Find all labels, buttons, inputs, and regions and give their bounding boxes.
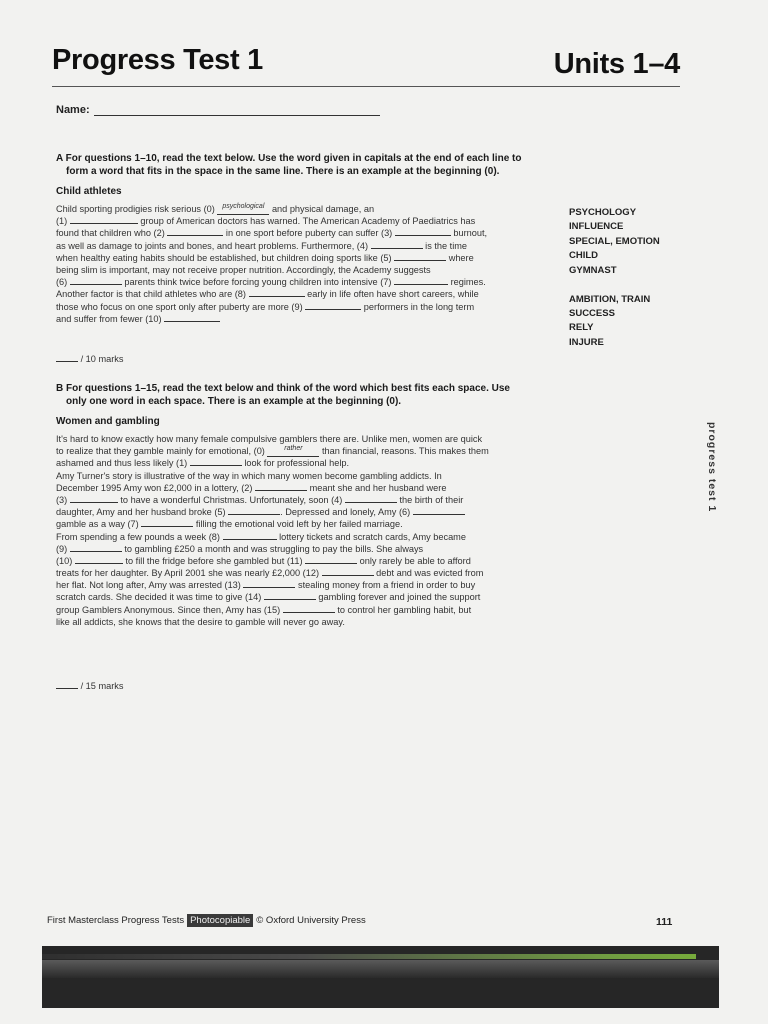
example-answer: rather (267, 445, 319, 457)
text-fragment: and physical damage, an (271, 204, 375, 214)
section-a-instruction-line2: form a word that fits in the space in the same line. There is an example at the beginning (0). (66, 166, 500, 177)
answer-blank[interactable] (70, 276, 122, 285)
text-fragment: group of American doctors has warned. The American Academy of Paediatrics has (140, 216, 476, 227)
keyword: INJURE (569, 336, 604, 348)
answer-blank[interactable] (75, 555, 123, 564)
text-fragment: being slim is important, may not receive proper nutrition. Accordingly, the Academy suggests (56, 264, 431, 275)
score-blank[interactable] (56, 680, 78, 689)
answer-blank[interactable] (228, 506, 280, 515)
text-line (56, 445, 548, 457)
section-b-instruction-line1: B For questions 1–15, read the text below and think of the word which best fits each space. Use (56, 383, 510, 394)
text-fragment: Amy Turner's story is illustrative of the way in which many women become gambling addicts. In (56, 470, 442, 481)
answer-blank[interactable] (164, 313, 220, 322)
sidebar-label: progress test 1 (706, 422, 718, 513)
answer-blank[interactable] (167, 227, 223, 236)
name-row (56, 104, 380, 116)
section-a-instructions (56, 152, 521, 178)
section-b-text (56, 433, 548, 628)
text-line (56, 531, 548, 543)
text-fragment: to control her gambling habit, but (337, 604, 472, 615)
text-fragment: those who focus on one sport only after puberty are more (9) (56, 301, 303, 312)
text-fragment: to gambling £250 a month and was struggling to pay the bills. She always (124, 543, 424, 554)
text-line (56, 567, 548, 579)
text-line (56, 506, 548, 518)
text-line (56, 215, 548, 227)
answer-blank[interactable] (70, 543, 122, 552)
answer-blank[interactable] (394, 252, 446, 261)
text-fragment: in one sport before puberty can suffer (3) (225, 228, 393, 239)
footer (47, 914, 366, 927)
scanner-accent (42, 954, 696, 959)
text-fragment: to fill the fridge before she gambled but (11) (125, 555, 303, 566)
question-number: (6) (56, 277, 68, 288)
name-field[interactable] (94, 104, 380, 116)
text-fragment: meant she and her husband were (309, 482, 447, 493)
answer-blank[interactable] (322, 567, 374, 576)
page-number: 111 (656, 916, 673, 928)
text-line (56, 494, 548, 506)
text-line (56, 301, 548, 313)
text-line (56, 264, 548, 276)
text-fragment: treats for her daughter. By April 2001 she was nearly £2,000 (12) (56, 568, 320, 579)
example-answer: psychological (217, 203, 269, 215)
name-label: Name: (56, 104, 90, 116)
text-fragment: gamble as a way (7) (56, 519, 139, 530)
text-line (56, 591, 548, 603)
section-b-heading: Women and gambling (56, 416, 160, 427)
section-a-heading: Child athletes (56, 186, 122, 197)
text-line (56, 240, 548, 252)
text-fragment: the birth of their (399, 494, 464, 505)
question-number: (10) (56, 555, 73, 566)
footer-series: First Masterclass Progress Tests (47, 915, 185, 926)
text-line (56, 604, 548, 616)
marks-label: / 15 marks (80, 681, 124, 691)
text-fragment: performers in the long term (363, 301, 475, 312)
text-fragment: parents think twice before forcing young children into intensive (7) (124, 277, 392, 288)
text-line (56, 555, 548, 567)
page-title: Progress Test 1 (52, 44, 263, 76)
text-line (56, 252, 548, 264)
text-fragment: stealing money from a friend in order to buy (297, 580, 476, 591)
answer-blank[interactable] (141, 518, 193, 527)
text-line (56, 313, 548, 325)
text-line (56, 518, 548, 530)
text-fragment: Another factor is that child athletes who are (8) (56, 289, 246, 300)
text-fragment: scratch cards. She decided it was time to give (14) (56, 592, 262, 603)
section-b-instructions (56, 382, 510, 408)
answer-blank[interactable] (70, 494, 118, 503)
text-line (56, 543, 548, 555)
text-line (56, 457, 548, 469)
text-fragment: daughter, Amy and her husband broke (5) (56, 507, 226, 518)
keyword-column (569, 206, 660, 350)
answer-blank[interactable] (283, 604, 335, 613)
text-fragment: Child sporting prodigies risk serious (0) (56, 204, 215, 214)
answer-blank[interactable] (249, 288, 305, 297)
units-heading: Units 1–4 (553, 48, 680, 80)
answer-blank[interactable] (371, 240, 423, 249)
answer-blank[interactable] (394, 276, 448, 285)
text-line (56, 482, 548, 494)
text-fragment: It's hard to know exactly how many female compulsive gamblers there are. Unlike men, women are quick (56, 434, 483, 444)
text-fragment: gambling forever and joined the support (318, 592, 481, 603)
keyword: INFLUENCE (569, 221, 624, 233)
text-fragment: burnout, (453, 228, 488, 239)
text-fragment: filling the emotional void left by her failed marriage. (195, 519, 403, 530)
marks-label: / 10 marks (80, 354, 124, 364)
score-blank[interactable] (56, 353, 78, 362)
text-fragment: regimes. (450, 277, 486, 288)
text-fragment: is the time (425, 240, 468, 251)
answer-blank[interactable] (255, 482, 307, 491)
text-fragment: to realize that they gamble mainly for emotional, (0) (56, 446, 265, 457)
text-fragment: where (448, 252, 474, 263)
question-number: (1) (56, 216, 68, 227)
footer-publisher: © Oxford University Press (256, 915, 366, 926)
keyword: CHILD (569, 250, 599, 262)
text-fragment: group Gamblers Anonymous. Since then, Amy has (15) (56, 604, 281, 615)
question-number: (9) (56, 543, 68, 554)
text-fragment: look for professional help. (244, 458, 350, 469)
answer-blank[interactable] (243, 579, 295, 588)
text-fragment: early in life often have short careers, while (307, 289, 479, 300)
keyword: SUCCESS (569, 308, 615, 320)
text-fragment: when healthy eating habits should be established, but children doing sports like (5) (56, 252, 392, 263)
text-fragment: found that children who (2) (56, 228, 165, 239)
answer-blank[interactable] (70, 215, 138, 224)
text-fragment: ashamed and thus less likely (1) (56, 458, 188, 469)
text-fragment: to have a wonderful Christmas. Unfortunately, soon (4) (120, 494, 343, 505)
text-line (56, 203, 548, 215)
text-fragment: and suffer from fewer (10) (56, 313, 162, 324)
answer-blank[interactable] (190, 457, 242, 466)
answer-blank[interactable] (305, 555, 357, 564)
section-a-instruction-line1: A For questions 1–10, read the text below. Use the word given in capitals at the end of each line to (56, 153, 522, 164)
scanner-sheen (42, 960, 719, 978)
keyword: AMBITION, TRAIN (569, 293, 651, 305)
scanner-edge (42, 946, 719, 1008)
text-line (56, 288, 548, 300)
answer-blank[interactable] (395, 227, 451, 236)
text-line (56, 579, 548, 591)
answer-blank[interactable] (223, 531, 277, 540)
answer-blank[interactable] (264, 591, 316, 600)
keyword: GYMNAST (569, 264, 617, 276)
header-rule (52, 86, 680, 87)
section-b-instruction-line2: only one word in each space. There is an example at the beginning (0). (66, 396, 402, 407)
text-line (56, 276, 548, 288)
text-line (56, 227, 548, 239)
text-fragment: as well as damage to joints and bones, and heart problems. Furthermore, (4) (56, 240, 369, 251)
text-fragment: only rarely be able to afford (359, 555, 471, 566)
photocopiable-badge: Photocopiable (187, 914, 253, 927)
text-fragment: her flat. Not long after, Amy was arrested (13) (56, 580, 241, 591)
section-a-text (56, 203, 548, 325)
section-a-marks (56, 353, 123, 364)
text-fragment: December 1995 Amy won £2,000 in a lottery, (2) (56, 482, 253, 493)
answer-blank[interactable] (413, 506, 465, 515)
keyword: PSYCHOLOGY (569, 207, 637, 218)
text-fragment: like all addicts, she knows that the desire to gamble will never go away. (56, 616, 345, 627)
keyword: RELY (569, 322, 594, 334)
answer-blank[interactable] (345, 494, 397, 503)
text-line (56, 433, 548, 445)
text-fragment: than financial, reasons. This makes them (321, 446, 489, 457)
text-line (56, 470, 548, 482)
text-fragment: lottery tickets and scratch cards, Amy became (279, 531, 466, 542)
answer-blank[interactable] (305, 301, 361, 310)
text-fragment: From spending a few pounds a week (8) (56, 531, 220, 542)
text-fragment: . Depressed and lonely, Amy (6) (280, 507, 411, 518)
text-fragment: debt and was evicted from (376, 568, 484, 579)
question-number: (3) (56, 494, 68, 505)
keyword: SPECIAL, EMOTION (569, 235, 660, 247)
text-line (56, 616, 548, 628)
section-b-marks (56, 680, 123, 691)
